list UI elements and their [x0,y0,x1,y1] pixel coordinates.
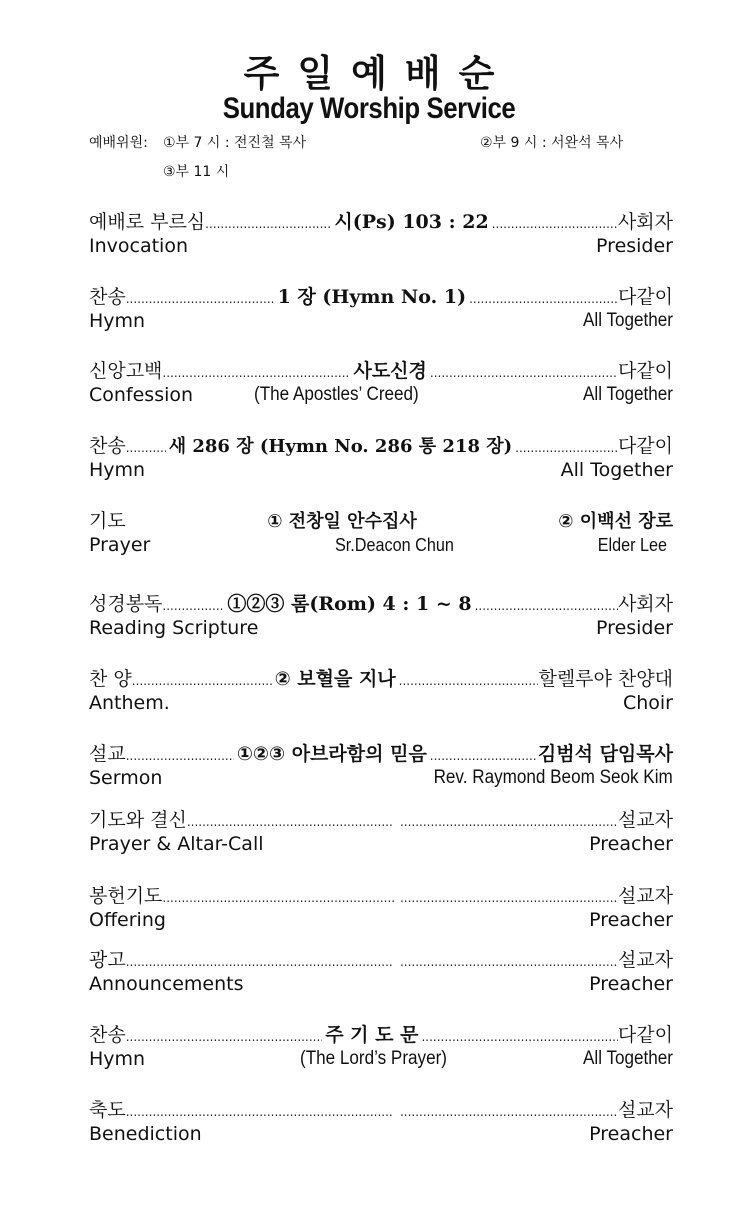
item-title-en: Announcements [89,973,244,995]
item-leader-ko: 설교자 [617,949,673,971]
leader-dots [475,594,618,618]
leader-dots [187,810,394,834]
leader-dots [399,669,539,693]
leader-dots [162,361,350,385]
order-item-confession [89,359,673,407]
item-leader-en: Preacher [589,909,673,931]
order-item-lords-prayer [89,1023,673,1071]
order-item-hymn [89,285,673,333]
item-leader-en: Preacher [589,973,673,995]
leader-dots [469,287,618,311]
item-detail: ①②③ 롬(Rom) 4 : 1 ~ 8 [227,593,472,615]
leader-dots [492,212,618,236]
leader-dots [400,950,618,974]
item-title-ko: 성경봉독 [89,593,163,615]
item-title-ko: 찬송 [89,435,126,457]
item-leader-ko: 설교자 [617,1099,673,1121]
order-item-scripture [89,592,673,640]
item-title-en: Hymn [89,459,146,481]
page-title-english: Sunday Worship Service [222,92,516,125]
item-leader-ko: 다같이 [617,360,673,382]
leader-dots [126,1025,322,1049]
leader-dots [126,1100,394,1124]
item-title-en: Benediction [89,1123,202,1145]
item-leader-en: Choir [622,692,673,714]
item-detail: 1 장 (Hymn No. 1) [277,286,467,308]
order-item-sermon [89,742,673,790]
leader-dots [126,744,234,768]
item-detail: ① 전창일 안수집사 [267,511,417,532]
item-leader-ko: 사회자 [617,211,673,233]
order-item-hymn-286 [89,434,673,482]
item-detail-en: Sr.Deacon Chun [335,535,454,555]
item-title-ko: 기도 [89,510,126,532]
order-item-announcements [89,948,673,996]
leader-dots [421,1025,617,1049]
item-detail: ①②③ 아브라함의 믿음 [236,743,427,765]
item-title-ko: 광고 [89,949,126,971]
item-title-ko: 설교 [89,743,126,765]
order-item-offering [89,884,673,932]
item-detail: 주 기 도 문 [325,1024,419,1046]
item-detail: 시(Ps) 103 : 22 [334,211,489,233]
service-first: ①부 7 시 : 전진철 목사 [163,135,307,151]
item-leader-en: Elder Lee [597,535,667,555]
service-second: ②부 9 시 : 서완석 목사 [480,135,624,151]
item-title-en: Confession [89,384,194,406]
item-leader-en: All Together [583,1048,673,1069]
item-title-ko: 찬 양 [89,668,132,690]
item-leader-ko: 김범석 담임목사 [537,743,673,765]
item-title-ko: 기도와 결신 [89,809,187,831]
order-item-altar-call [89,808,673,856]
item-title-ko: 찬송 [89,286,126,308]
item-title-en: Anthem. [89,692,170,714]
leader-dots [162,886,394,910]
item-leader-ko: 설교자 [617,809,673,831]
leader-dots [205,212,331,236]
item-title-en: Hymn [89,310,146,332]
item-leader-en: All Together [583,384,673,405]
leader-dots [162,594,224,618]
item-leader-ko: 다같이 [617,1024,673,1046]
leader-dots [400,810,618,834]
page-title-korean: 주일예배순 [243,52,513,95]
item-title-ko: 축도 [89,1099,126,1121]
item-title-en: Prayer [89,534,151,556]
item-detail: ② 보혈을 지나 [274,668,396,690]
leader-dots [126,950,394,974]
leader-dots [126,287,275,311]
item-title-ko: 예배로 부르심 [89,211,206,233]
order-item-prayer [89,509,673,557]
item-leader-en: Presider [596,617,673,639]
item-leader-ko: 다같이 [617,286,673,308]
item-leader-en: Preacher [589,833,673,855]
leader-dots [515,436,618,460]
item-detail: 사도신경 [353,360,427,382]
item-title-ko: 찬송 [89,1024,126,1046]
leader-dots [430,361,618,385]
item-leader-ko: ② 이백선 장로 [558,511,673,532]
item-leader-en: Presider [596,235,673,257]
item-title-ko: 봉헌기도 [89,885,163,907]
item-leader-en: All Together [583,310,673,331]
item-detail: 새 286 장 (Hymn No. 286 통 218 장) [168,436,513,457]
item-detail-en: (The Apostles’ Creed) [254,384,419,405]
order-item-invocation [89,210,673,258]
item-detail-en: (The Lord’s Prayer) [300,1048,447,1069]
service-third: ③부 11 시 [163,164,230,180]
order-item-benediction [89,1098,673,1146]
item-leader-ko: 다같이 [617,435,673,457]
item-leader-en: All Together [560,459,673,481]
leader-dots [400,886,618,910]
leader-dots [400,1100,618,1124]
item-title-en: Reading Scripture [89,617,259,639]
service-label: 예배위원: [89,135,148,151]
item-title-ko: 신앙고백 [89,360,163,382]
item-title-en: Prayer & Altar-Call [89,833,264,855]
item-title-en: Hymn [89,1048,146,1070]
leader-dots [126,436,166,460]
item-title-en: Sermon [89,767,163,789]
item-title-en: Offering [89,909,166,931]
item-leader-ko: 할렐루야 찬양대 [538,668,673,690]
leader-dots [132,669,272,693]
leader-dots [430,744,538,768]
item-title-en: Invocation [89,235,188,257]
item-leader-ko: 설교자 [617,885,673,907]
item-leader-en: Preacher [589,1123,673,1145]
item-leader-ko: 사회자 [617,593,673,615]
item-leader-en: Rev. Raymond Beom Seok Kim [433,767,673,788]
order-item-anthem [89,667,673,715]
